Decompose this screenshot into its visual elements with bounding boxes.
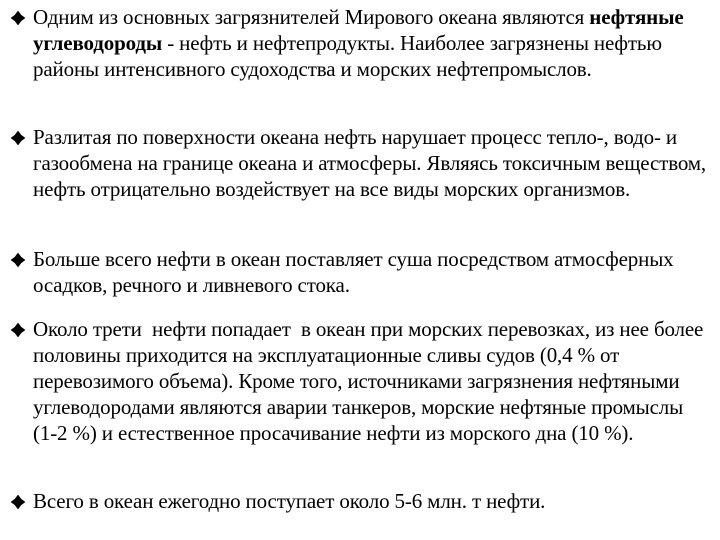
bullet-text xyxy=(33,4,712,82)
bullet-item-1 xyxy=(10,4,712,82)
bullet-item-3 xyxy=(10,246,712,298)
diamond-bullet-icon xyxy=(10,10,26,26)
bullet-text: Около трети нефти попадает в океан при морских перевозках, из нее более половины приходится на эксплуатационные сливы судов (0,4 % от перевозимого объема). Кроме того, источниками загрязнения нефтяными углеводородами являются аварии танкеров, морские нефтяные промыслы (1-2 %) и естественное просачивание нефти из морского дна (10 %). xyxy=(33,317,709,445)
bold-term: нефтяные углеводороды xyxy=(33,5,684,55)
bullet-item-2 xyxy=(10,124,712,202)
bullet-text-start: Одним из основных загрязнителей Мирового океана являются xyxy=(33,5,590,29)
bullet-text: Разлитая по поверхности океана нефть нарушает процесс тепло-, водо- и газообмена на границе океана и атмосферы. Являясь токсичным веществом, нефть отрицательно воздействует на все виды морских организмов. xyxy=(33,125,707,201)
bullet-text-end: - нефть и нефтепродукты. Наиболее загрязнены нефтью районы интенсивного судоходства и морских нефтепромыслов. xyxy=(33,31,662,81)
bullet-text: Всего в океан ежегодно поступает около 5-6 млн. т нефти. xyxy=(33,489,546,513)
bullet-item-4 xyxy=(10,316,712,446)
diamond-bullet-icon xyxy=(10,252,26,268)
diamond-bullet-icon xyxy=(10,130,26,146)
bullet-text: Больше всего нефти в океан поставляет суша посредством атмосферных осадков, речного и ливневого стока. xyxy=(33,247,674,297)
diamond-bullet-icon xyxy=(10,322,26,338)
bullet-item-5 xyxy=(10,488,712,514)
diamond-bullet-icon xyxy=(10,494,26,510)
